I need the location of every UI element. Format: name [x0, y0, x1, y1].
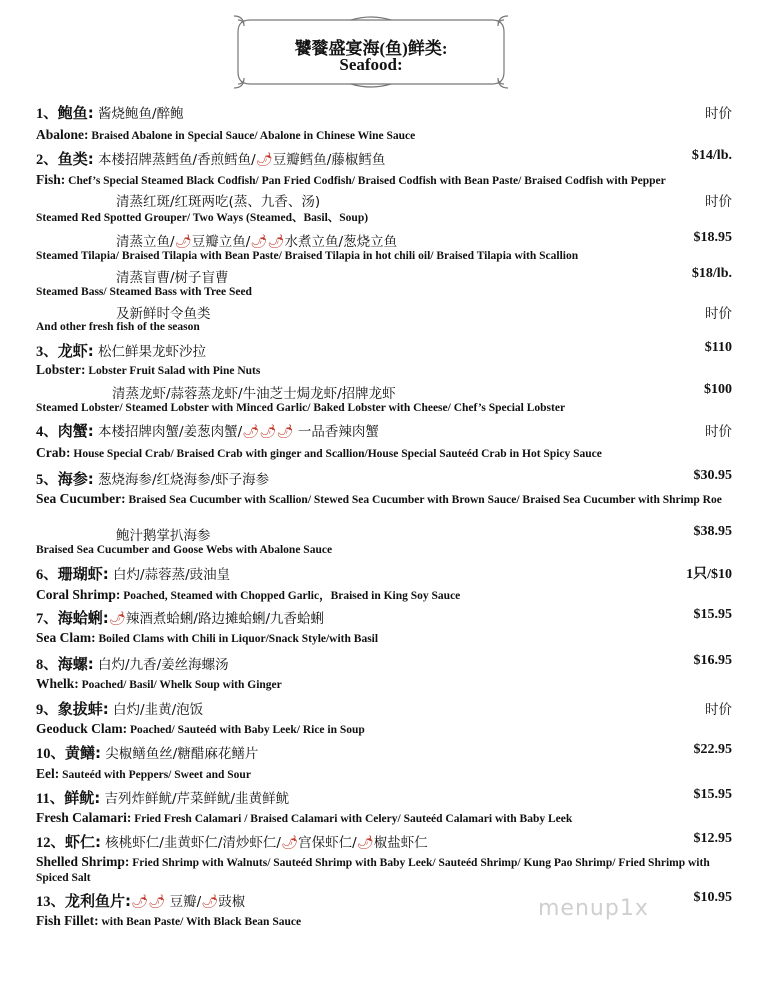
item-number: 6、 [36, 567, 58, 583]
item-english-description: Fish: Chef’s Special Steamed Black Codfish/ Pan Fried Codfish/ Braised Codfish with Bean Paste/ Braised Codfish with Pepper [36, 172, 666, 187]
item-number: 7、 [36, 611, 58, 627]
item-dishes: 鲍汁鹅掌扒海参 [116, 528, 211, 544]
menu-title-chinese: 饕餮盛宴海(鱼)鲜类: [294, 39, 448, 58]
item-category: 鲜鱿: [64, 789, 101, 807]
chili-pepper-icon: 🌶 [174, 234, 192, 250]
chili-pepper-icon: 🌶 [255, 152, 273, 168]
menu-title-english: Seafood: [339, 55, 403, 74]
chili-pepper-icon: 🌶🌶 [131, 894, 166, 910]
item-category: 珊瑚虾: [57, 565, 109, 583]
item-english-description: Steamed Red Spotted Grouper/ Two Ways (Steamed、Basil、Soup) [36, 212, 369, 224]
item-price: $10.95 [693, 890, 732, 905]
item-number: 8、 [36, 657, 58, 673]
item-dishes: 酱烧鲍鱼/醉鲍 [98, 106, 184, 122]
item-number: 3、 [36, 344, 58, 360]
item-english-description: Coral Shrimp: Poached, Steamed with Chopped Garlic，Braised in King Soy Sauce [36, 587, 461, 602]
chili-pepper-icon: 🌶🌶 [250, 234, 285, 250]
item-price: 1只/$10 [686, 567, 732, 582]
item-english-description: Fish Fillet: with Bean Paste/ With Black Bean Sauce [36, 913, 302, 928]
item-english-description: Steamed Tilapia/ Braised Tilapia with Bean Paste/ Braised Tilapia in hot chili oil/ Braised Tilapia with Scallion [36, 250, 579, 262]
item-dishes: 清蒸红斑/红斑两吃(蒸、九香、汤) [116, 194, 321, 210]
item-english-description: Steamed Bass/ Steamed Bass with Tree Seed [36, 286, 252, 298]
item-category: 龙利鱼片: [65, 892, 131, 910]
item-number: 1、 [36, 106, 58, 122]
item-english-description: Steamed Lobster/ Steamed Lobster with Minced Garlic/ Baked Lobster with Cheese/ Chef’s Special Lobster [36, 402, 566, 414]
item-category: 鲍鱼: [57, 104, 94, 122]
item-price: 时价 [705, 702, 732, 718]
item-english-description: Geoduck Clam: Poached/ Sauteéd with Baby Leek/ Rice in Soup [36, 721, 365, 736]
item-number: 11、 [36, 791, 65, 807]
chili-pepper-icon: 🌶 [356, 835, 374, 851]
item-price: $22.95 [693, 742, 732, 757]
item-english-description: Braised Sea Cucumber and Goose Webs with Abalone Sauce [36, 544, 333, 556]
item-price: $15.95 [693, 787, 732, 802]
item-category: 海参: [57, 470, 94, 488]
item-price: $12.95 [693, 831, 732, 846]
item-price: 时价 [705, 306, 732, 322]
chili-pepper-icon: 🌶 [280, 835, 299, 851]
item-number: 9、 [36, 702, 58, 718]
item-number: 4、 [36, 424, 58, 440]
item-number: 10、 [36, 746, 65, 762]
item-english-description: Fresh Calamari: Fried Fresh Calamari / Braised Calamari with Celery/ Sauteéd Calamari with Baby Leek [36, 810, 573, 825]
item-number: 2、 [36, 152, 58, 168]
item-english-description: Eel: Sauteéd with Peppers/ Sweet and Sour [36, 766, 251, 781]
item-price: $30.95 [693, 468, 732, 483]
item-category: 龙虾: [57, 342, 94, 360]
item-price: $100 [704, 382, 732, 397]
item-price: $16.95 [693, 653, 732, 668]
chili-pepper-icon: 🌶 [108, 611, 126, 627]
watermark: menup1x [538, 896, 649, 921]
item-category: 黄鳝: [65, 744, 101, 762]
item-price: $38.95 [693, 524, 732, 539]
item-english-description: Sea Clam: Boiled Clams with Chili in Liquor/Snack Style/with Basil [36, 630, 379, 645]
item-price: 时价 [705, 194, 732, 210]
item-price: 时价 [705, 106, 732, 122]
item-price: $18/lb. [691, 266, 732, 281]
item-number: 13、 [36, 894, 65, 910]
item-english-description: And other fresh fish of the season [36, 321, 200, 333]
item-price: $14/lb. [691, 148, 732, 163]
item-dishes: 清蒸盲曹/树子盲曹 [116, 270, 229, 286]
item-category: 肉蟹: [57, 422, 94, 440]
item-english-description: Sea Cucumber: Braised Sea Cucumber with Scallion/ Stewed Sea Cucumber with Brown Sauce/ Braised Sea Cucumber with Shrimp Roe [36, 491, 722, 506]
item-category: 象拔蚌: [57, 700, 109, 718]
item-english-description: Crab: House Special Crab/ Braised Crab with ginger and Scallion/House Special Sauteéd Crab in Hot Spicy Sauce [36, 445, 602, 460]
item-english-description: Shelled Shrimp: Fried Shrimp with Walnuts/ Sauteéd Shrimp with Baby Leek/ Sauteéd Shrimp/ Kung Pao Shrimp/ Fried Shrimp with Spiced Salt [36, 854, 710, 884]
item-category: 海蛤蜊: [57, 609, 109, 627]
item-price: 时价 [705, 424, 732, 440]
item-english-description: Whelk: Poached/ Basil/ Whelk Soup with Ginger [36, 676, 282, 691]
item-price: $110 [704, 340, 732, 355]
item-english-description: Lobster: Lobster Fruit Salad with Pine Nuts [36, 362, 261, 377]
item-number: 12、 [36, 835, 65, 851]
item-price: $18.95 [693, 230, 732, 245]
chili-pepper-icon: 🌶🌶🌶 [242, 424, 294, 440]
item-dishes: 及新鲜时令鱼类 [116, 306, 211, 322]
item-category: 海螺: [57, 655, 94, 673]
item-category: 虾仁: [65, 833, 101, 851]
item-price: $15.95 [693, 607, 732, 622]
item-dishes: 清蒸龙虾/蒜蓉蒸龙虾/牛油芝士焗龙虾/招牌龙虾 [112, 386, 396, 402]
item-english-description: Abalone: Braised Abalone in Special Sauce/ Abalone in Chinese Wine Sauce [36, 127, 416, 142]
chili-pepper-icon: 🌶 [201, 894, 219, 910]
item-category: 鱼类: [57, 150, 94, 168]
item-number: 5、 [36, 472, 58, 488]
